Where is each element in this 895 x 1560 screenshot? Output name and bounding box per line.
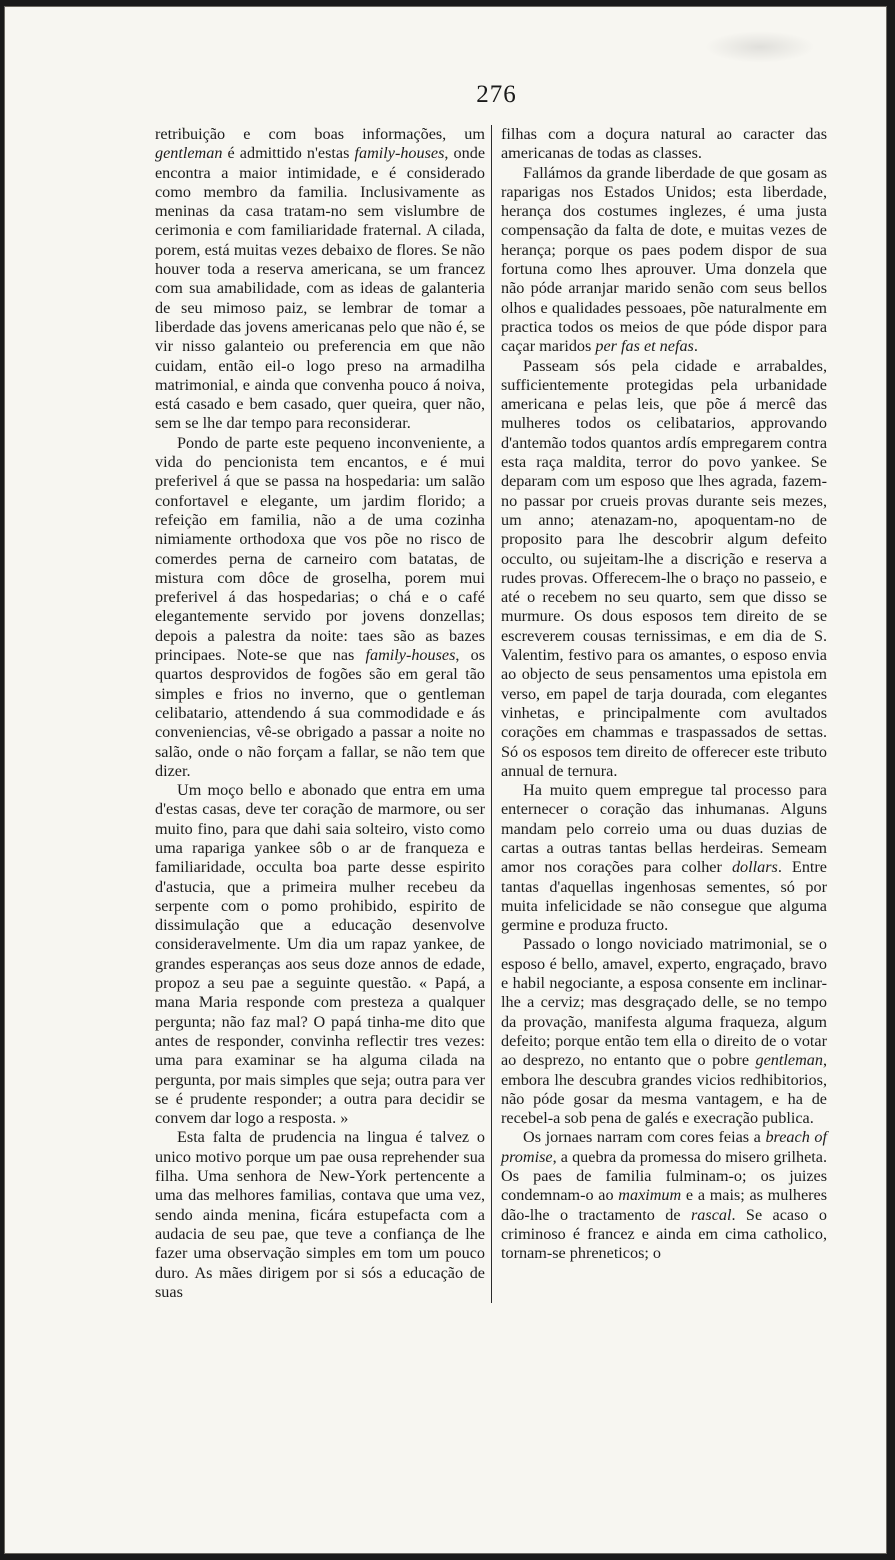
text-run: Passeam sós pela cidade e arrabaldes, sufficientemente protegidas pela urbanidade americana e pelas leis, que põe á mercê das mulheres todos os celibatarios, approvando d'antemão todos quantos ardís empregarem contra esta raça maldita, terror do povo yankee. Se deparam com um esposo que lhes agrada, fazem-no passar por crueis provas durante seis mezes, um anno; atenazam-no, apoquentam-no de proposito para lhe descobrir algum defeito occulto, ou sujeitam-lhe a discrição e reserva a rudes provas. Offerecem-lhe o braço no passeio, e até o recebem no seu quarto, sem que disso se murmure. Os dous esposos tem direito de se escreverem cousas ternissimas, e em dia de S. Valentim, festivo para os amantes, o esposo envia ao objecto de seus pensamentos uma epistola em verso, em papel de tarja dourada, com elegantes vinhetas, e principalmente com avultados corações em chammas e traspassados de settas. Só os esposos tem direito de offerecer este tributo annual de ternura.	[501, 356, 827, 780]
text-run: e a mais; as mulheres dão-lhe o tractamento de	[501, 1186, 827, 1224]
text-run: .	[693, 337, 698, 356]
book-page	[4, 6, 887, 1554]
text-run: , os quartos desprovidos de fogões são em geral tão simples e frios no inverno, que o gentleman celibatario, attendendo á sua commodidade e ás conveniencias, vê-se obrigado a passar a noite no salão, onde o não forçam a fallar, se não tem que dizer.	[155, 646, 485, 780]
paragraph	[155, 1128, 485, 1302]
text-run: Ha muito quem empregue tal processo para enternecer o coração das inhumanas. Alguns mandam pelo correio uma ou duas duzias de cartas a outras tantas bellas herdeiras. Semeam amor nos corações para colher	[501, 781, 827, 877]
italic-text: gentleman	[155, 144, 223, 163]
italic-text: gentleman	[755, 1051, 823, 1070]
paragraph	[501, 1128, 827, 1263]
italic-text: maximum	[618, 1186, 682, 1205]
text-run: , embora lhe descubra grandes vicios redhibitorios, não póde gosar da mesma vantagem, e ha de recebel-a sob pena de galés e execração publica.	[501, 1051, 827, 1128]
text-run: filhas com a doçura natural ao caracter das americanas de todas as classes.	[501, 125, 827, 163]
italic-text: per fas et nefas	[595, 337, 694, 356]
paragraph	[501, 935, 827, 1128]
paragraph	[501, 781, 827, 935]
italic-text: family-houses	[354, 144, 445, 163]
paragraph	[155, 125, 485, 434]
paragraph	[155, 781, 485, 1128]
paragraph	[155, 434, 485, 781]
text-run: Pondo de parte este pequeno inconveniente, a vida do pencionista tem encantos, e é mui preferivel á que se passa na hospedaria: um salão confortavel e elegante, um jardim florido; a refeição em familia, não a de uma cozinha nimiamente orthodoxa que vos põe no risco de comerdes perna de carneiro com batatas, de mistura com dôce de groselha, porem mui preferivel á das hospedarias; o chá e o café elegantemente servido por jovens donzellas; depois a palestra da noite: taes são as bazes principaes. Note-se que nas	[155, 433, 485, 665]
text-run: Esta falta de prudencia na lingua é talvez o unico motivo porque um pae ousa reprehender sua filha. Uma senhora de New-York pertencente a uma das melhores familias, contava que uma vez, sendo ainda menina, ficára estupefacta com a audacia de seu pae, que teve a confiança de lhe fazer uma observação simples em tom um pouco duro. As mães dirigem por si sós a educação de suas	[155, 1128, 485, 1301]
italic-text: rascal	[691, 1205, 732, 1224]
column-divider	[491, 125, 492, 1303]
text-run: Fallámos da grande liberdade de que gosam as raparigas nos Estados Unidos; esta liberdade, herança dos costumes inglezes, é uma justa compensação da falta de dote, e muitas vezes de herança; porque os paes podem dispor de sua fortuna como lhes aprouver. Uma donzela que não póde arranjar marido senão com seus bellos olhos e qualidades pessoaes, põe naturalmente em practica todos os meios de que póde dispor para caçar maridos	[501, 163, 827, 356]
right-column	[501, 125, 827, 1264]
text-run: Um moço bello e abonado que entra em uma d'estas casas, deve ter coração de marmore, ou ser muito fino, para que dahi saia solteiro, visto como uma rapariga yankee sôb o ar de franqueza e familiaridade, occulta boa parte desse espirito d'astucia, que a primeira mulher recebeu da serpente com o pomo prohibido, espirito de dissimulação que a educação desenvolve consideravelmente. Um dia um rapaz yankee, de grandes esperanças aos seus doze annos de edade, propoz a seu pae a seguinte questão. « Papá, a mana Maria responde com presteza a qualquer pergunta; não faz mal? O papá tinha-me dito que antes de responder, convinha reflectir tres vezes: uma para examinar se ha alguma cilada na pergunta, por mais simples que seja; outra para ver se é prudente responder; a outra para decidir se convem dar logo a resposta. »	[155, 781, 485, 1128]
ink-smudge	[705, 31, 815, 63]
text-run: , onde encontra a maior intimidade, e é considerado como membro da familia. Inclusivamente as meninas da casa tratam-no sem vislumbre de cerimonia e com familiaridade fraternal. A cilada, porem, está muitas vezes debaixo de flores. Se não houver toda a reserva americana, se um francez com sua amabilidade, com as ideas de galanteria de seu mimoso paiz, se lembrar de tomar a liberdade das jovens americanas pelo que não é, se vir nisso galanteio ou preferencia em que não cuidam, então eil-o logo preso na armadilha matrimonial, e ainda que convenha pouco á noiva, está casado e bem casado, quer queira, quer não, sem se lhe dar tempo para reconsiderar.	[155, 144, 486, 433]
paragraph	[501, 357, 827, 782]
text-run: , a quebra da promessa do misero grilheta. Os paes de familia fulminam-o; os juizes condemnam-o ao	[501, 1147, 827, 1205]
text-run: Os jornaes narram com cores feias a	[523, 1128, 766, 1147]
page-number: 276	[476, 81, 517, 108]
italic-text: breach of promise	[501, 1128, 827, 1166]
italic-text: family-houses	[365, 646, 456, 665]
text-run: retribuição e com boas informações, um	[155, 125, 485, 143]
text-run: . Entre tantas d'aquellas ingenhosas sementes, só por muita infelicidade se não consegue que alguma germine e produza fructo.	[501, 858, 827, 935]
text-run: Passado o longo noviciado matrimonial, se o esposo é bello, amavel, experto, engraçado, bravo e habil negociante, a esposa consente em inclinar-lhe a cerviz; mas desgraçado delle, se no tempo da provação, manifesta alguma fraqueza, algum defeito; porque então tem ella o direito de o votar ao desprezo, no entanto que o pobre	[501, 935, 827, 1070]
text-run: . Se acaso o criminoso é francez e ainda em cima catholico, tornam-se phreneticos; o	[501, 1205, 828, 1263]
text-run: é admittido n'estas	[222, 144, 355, 163]
paragraph	[501, 125, 827, 164]
italic-text: dollars	[731, 858, 778, 877]
paragraph	[501, 164, 827, 357]
left-column	[155, 125, 485, 1302]
